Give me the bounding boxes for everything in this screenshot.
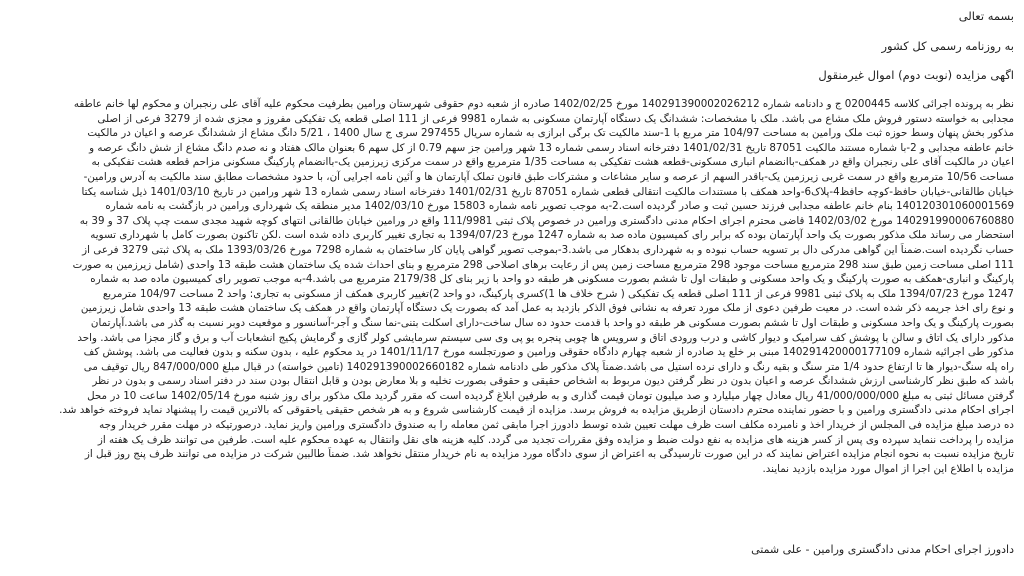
- body-line: ده درصد مبلغ مزایده فی المجلس از خریدار اخذ و نامبرده مکلف است ظرف مهلت تعیین شده توسط دادورز اجرا مابقی ثمن معامله را به صندوق دادگستری ورامین واریز نماید. درصورتیکه در مهلت مقرر خریدار وجه: [99, 419, 1014, 432]
- signature: دادورز اجرای احکام مدنی دادگستری ورامین - علی شمتی: [751, 543, 1014, 556]
- body-line: بصورت پارکینگ و یک واحد مسکونی و طبقات اول تا ششم بصورت مسکونی هر طبقه دو واحد با قدمت حدود ده سال ساخت-دارای اسکلت بتنی-نما سنگ و آجر-آسانسور و موقعیت دوبر نسبت به گذر می باشد.آپارتمان: [90, 316, 1014, 329]
- body-line: 140120301060001569 بنام خانم عاطفه مجدابی فرزند حسین ثبت و صادر گردیده است.2-به موجب تصویر نامه شماره 15803 مورخ 1402/03/10 مدیر منطقه یک شهرداری ورامین در بازگشت به نامه شماره: [105, 200, 1014, 213]
- body-line: مجدابی به خواسته دستور فروش ملک مشاع می باشد. ملک با مشخصات: ششدانگ یک دستگاه آپارتمان مسکونی به شماره 9981 فرعی از 111 اصلی قطعه یک تفکیکی مفروز و مجزی شده از 3279 فرعی از اصلی: [97, 112, 1014, 125]
- body-line: نظر به پرونده اجرائی کلاسه 0200445 ج و دادنامه شماره 140291390002026212 مورخ 1402/02/25 صادره از شعبه دوم حقوقی شهرستان ورامین بطرفیت محکوم علیه آقای علی رنجبران و محکوم لها خانم عاطفه: [73, 98, 1014, 110]
- body-line: 1247 مورخ 1394/07/23 ملک به پلاک ثبتی 9981 فرعی از 111 اصلی قطعه یک تفکیکی ( شرح خلاف ها 1)کسری پارکینگ، دو واحد 2)تغییر کاربری همکف از مسکونی به تجاری: واحد 2 مساحت 104/97 مترمربع: [102, 287, 1014, 300]
- body-line: باشد که طبق نظر کارشناسی ارزش ششدانگ عرصه و اعیان بدون در نظر گرفتن دیون مربوط به اشخاص حقیقی و حقوقی بصورت تخلیه و بلا معارض بودن و قابل انتقال بودن سند در دفتر اسناد رسمی و بدون در نظر: [92, 375, 1014, 388]
- body-line: و نوع رای اخذ جریمه ذکر شده است. در معیت طرفین دعوی از ملک مورد تعرفه به نشانی فوق الذکر بازدید به عمل آمد که بصورت یک دستگاه آپارتمان واقع در همکف یک ساختمان هشت طبقه 13 واحدی شامل زیرزمین: [80, 302, 1014, 315]
- body-line: مزایده با اطلاع این اجرا از اموال مورد مزایده بازدید نمایند.: [762, 462, 1014, 475]
- body-line: مساحت 10/56 مترمربع واقع در سمت غربی زیرزمین یک-باقدر السهم از عرصه و سایر مشاعات و مشترکات طبق قانون تملک آپارتمان ها و آئین نامه اجرایی آن، با حدود مشخصات مطابق سند مالکیت به آدرس ورامین-: [83, 170, 1014, 183]
- body-line: مذکور بخش پنهان وسط حوزه ثبت ملک ورامین به مساحت 104/97 متر مربع با 1-سند مالکیت تک برگی ابرازی به شماره سریال 297455 سری ج سال 1400 ، 5/21 دانگ مشاع از ششدانگ عرصه و اعیان در مالکیت: [87, 127, 1014, 140]
- body-line: گرفتن مسائل ثبتی به مبلغ 41/000/000/000 ریال معادل چهار میلیارد و صد میلیون تومان قیمت گذاری و به طرفین ابلاغ گردیده است که مقرر گردید ملک مذکور برای روز شنبه مورخ 1402/05/14 ساعت 10 در محل: [87, 389, 1014, 402]
- body-line: اجرای احکام مدنی دادگستری ورامین و با حضور نماینده محترم دادستان ازطریق مزایده به فروش برسد. مزایده از قیمت کارشناسی شروع و به هر شخص حقیقی یاحقوقی که بالاترین قیمت را پیشنهاد نماید فروخته خواهد شد.: [59, 404, 1014, 417]
- body-line: خانم عاطفه مجدابی و 2-با شماره مستند مالکیت 87051 تاریخ 1401/02/31 دفترخانه اسناد رسمی شماره 13 شهر ورامین جز سهم 0.79 از کل سهم 6 بعنوان مالک هفتاد و نه صدم دانگ مشاع از شش دانگ عرصه و: [89, 141, 1014, 154]
- body-line: تاریخ مزایده نسبت به نحوه انجام مزایده اعتراض نمایند که در این صورت تارسیدگی به اعتراض از سوی دادگاه مورد مزایده به نام خریدار منتقل نخواهد شد. ضمناً طالبین شرکت در مزایده می توانند ظرف پنج روز قبل از: [84, 448, 1014, 461]
- body-line: راه پله سنگ-دیوار ها تا ارتفاع حدود 1/4 متر سنگ و بقیه رنگ و دارای نرده استیل می باشد.ضمناً پلاک مذکور طی دادنامه شماره 140291390002660182 (تامین خواسته) در قبال مبلغ 847/000/000 ریال توقیف می: [83, 360, 1014, 373]
- notice-title: اگهی مزایده (نوبت دوم) اموال غیرمنقول: [818, 68, 1014, 82]
- notice-body: [10, 97, 1014, 476]
- body-line: مذکور دارای یک اتاق و سالن با پوشش کف سرامیک و دیوار کاشی و درب ورودی اتاق و سرویس ها چوبی پنجره یو پی وی سی سیستم سرمایشی کولر گازی و گرمایش پکیج انشعابات آب و برق و گاز مجزا می باشد. واحد: [77, 331, 1014, 344]
- body-line: اعیان در مالکیت آقای علی رنجبران واقع در همکف-باانضمام انباری مسکونی-قطعه هشت تفکیکی به مساحت 1/35 مترمربع واقع در سمت مرکزی زیرزمین یک-باانضمام پارکینگ مسکونی مزاحم قطعه هشت تفکیکی به: [91, 156, 1014, 169]
- body-line: 140291990006760880 مورخ 1402/03/02 قاضی محترم اجرای احکام مدنی دادگستری ورامین در خصوص پلاک ثبتی 111/9981 واقع در ورامین خیابان طالقانی انتهای کوچه شهید مجدی سمت چپ پلاک 37 و 39 به: [79, 214, 1014, 227]
- body-line: حساب نگردیده است.ضمناً این گواهی مدرکی دال بر تسویه حساب نبوده و به شهرداری بدهکار می باشد.3-بموجب تصویر گواهی پایان کار ساختمان به شماره 7298 مورخ 1393/03/26 ملک به پلاک ثبتی 3279 فرعی از: [82, 243, 1014, 256]
- body-line: استحضار می رساند ملک مذکور بصورت یک واحد آپارتمان بوده که برابر رای کمیسیون ماده صد به شماره 1247 مورخ 1394/07/23 به تجاری تغییر کاربری داده شده است .لکن تاکنون بصورت کامل با شهرداری تسویه: [90, 229, 1014, 242]
- body-line: مذکور طی اجرائیه شماره 140291420000177109 مبنی بر خلع ید صادره از شعبه چهارم دادگاه حقوقی ورامین و صورتجلسه مورخ 1401/11/17 در ید محکوم علیه ، بدون سکنه و بدون فعالیت می باشد. پوشش کف: [83, 346, 1014, 359]
- body-line: 111 اصلی مساحت زمین طبق سند 298 مترمربع مساحت موجود 298 مترمربع مساحت زمین پس از رعایت برهای اصلاحی 298 مترمربع و بنای احداث شده یک ساختمان هشت طبقه 13 واحدی (شامل زیرزمین به صورت: [72, 258, 1014, 271]
- header-line-1: بسمه تعالی: [958, 9, 1014, 23]
- body-line: پارکینگ و انباری-همکف به صورت پارکینگ و یک واحد مسکونی و طبقات اول تا ششم بصورت مسکونی هر طبقه دو واحد با زیر بنای کل 2179/38 مترمربع می باشد.4-به موجب تصویر رای کمیسیون ماده صد به شماره: [90, 273, 1014, 286]
- header-line-2: به روزنامه رسمی کل کشور: [881, 39, 1014, 53]
- body-line: خیابان طالقانی-خیابان حافظ-کوچه حافظ4-پلاک6-واحد همکف با مستندات مالکیت انتقالی قطعی شماره 87051 تاریخ 1401/02/31 دفترخانه اسناد رسمی شماره 13 شهر ورامین در تاریخ 1401/03/10 ذیل شناسه یکتا: [81, 185, 1014, 198]
- body-line: مزایده را پرداخت ننماید سپرده وی پس از کسر هزینه های مزایده به نفع دولت ضبط و مزایده وفق مقررات تجدید می گردد. کلیه هزینه های نقل وانتقال به عهده محکوم علیه است. طرفین می توانند ظرف یک هفته از: [97, 433, 1014, 446]
